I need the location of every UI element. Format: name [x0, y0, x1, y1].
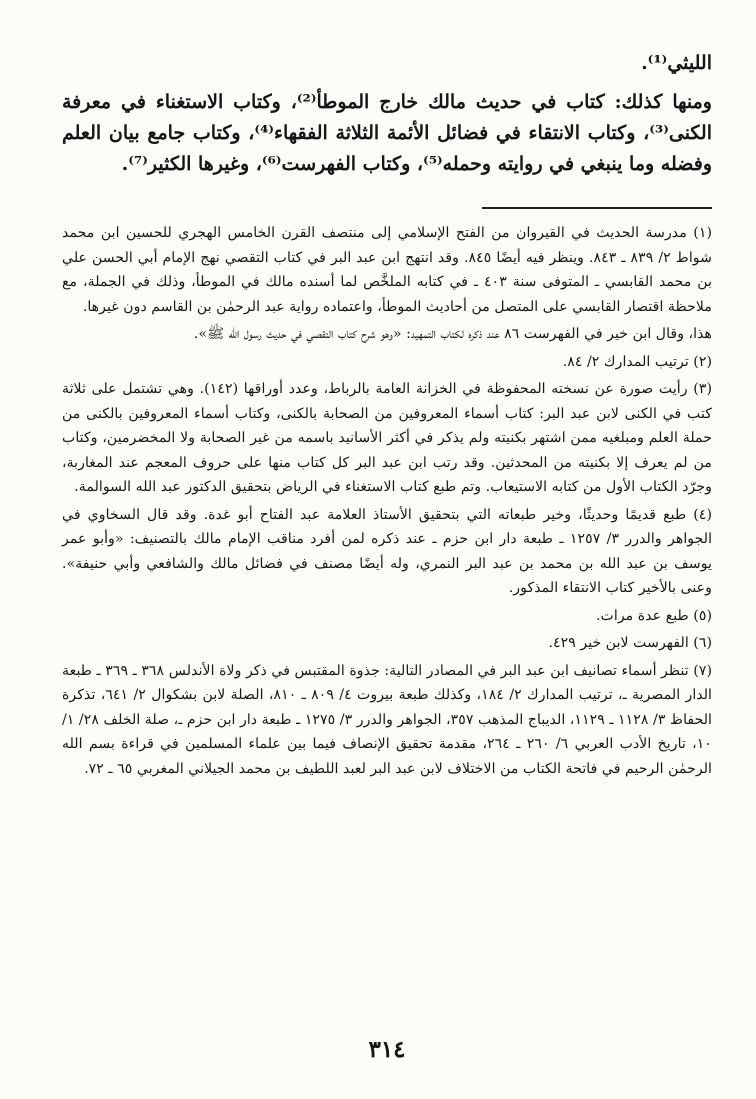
footnote-2: (٢) ترتيب المدارك ٢/ ٨٤. [562, 353, 712, 370]
footnotes [62, 221, 712, 784]
footnote-separator [482, 207, 712, 209]
footnote-4: (٤) طبع قديمًا وحديثًا، وخير طبعاته التي بتحقيق الأستاذ العلامة عبد الفتاح أبو غدة. وقد قال السخاوي في الجواهر والدرر ٣/ ١٢٥٧ ـ طبعة دار ابن حزم ـ عند ذكره لمن أفرد مناقب الإمام مالك بالتصنيف: «وأبو عمر يوسف بن عبد الله بن محمد بن عبد البر النمري، وله أيضًا مصنف في فضائل مالك والشافعي وأبي حنيفة». وعنى بالأخير كتاب الانتقاء المذكور. [62, 506, 713, 596]
footnote-1: (١) مدرسة الحديث في القيروان من الفتح الإسلامي إلى منتصف القرن الخامس الهجري للحسين ابن محمد شواط ٢/ ٨٣٩ ـ ٨٤٣. وينظر فيه أيضًا ٨٤٥. وقد انتهج ابن عبد البر في كتاب التقصي نهج الإمام أبي الحسن علي بن محمد القابسي ـ المتوفى سنة ٤٠٣ ـ في كتابه الملخَّص لما أسنده مالك في الموطأ، وذلك في الجملة، مع ملاحظة اقتصار القابسي على المتصل من أحاديث الموطأ، واعتماده رواية عبد الرحمٰن بن القاسم دون غيرها. [62, 225, 712, 315]
page-number: ٣١٤ [368, 1036, 406, 1063]
footnote-7: (٧) تنظر أسماء تصانيف ابن عبد البر في المصادر التالية: جذوة المقتبس في ذكر ولاة الأندلس ٣٦٨ ـ ٣٦٩ ـ طبعة الدار المصرية ـ، ترتيب المدارك ٢/ ١٨٤، وكذلك طبعة بيروت ٤/ ٨٠٩ ـ ٨١٠، الصلة لابن بشكوال ٢/ ٦٤١، تذكرة الحفاظ ٣/ ١١٢٨ ـ ١١٢٩، الديباج المذهب ٣٥٧، الجواهر والدرر ٣/ ١٢٧٥ ـ طبعة دار ابن حزم ـ، صلة الخلف ٢٨/ ١/ ١٠، تاريخ الأدب العربي ٦/ ٢٦٠ ـ ٢٦٤، مقدمة تحقيق الإنصاف فيما بين علماء المسلمين في قراءة بسم الله الرحمٰن الرحيم في فاتحة الكتاب من الاختلاف لابن عبد البر لعبد اللطيف بن محمد الجيلاني المغربي ٦٥ ـ ٧٢. [62, 662, 712, 777]
footnote-6: (٦) الفهرست لابن خير ٤٢٩. [548, 635, 712, 651]
footnote-3: (٣) رأيت صورة عن نسخته المحفوظة في الخزانة العامة بالرباط، وعدد أوراقها (١٤٢). وهي تشتمل على ثلاثة كتب في الكنى لابن عبد البر: كتاب أسماء المعروفين من الصحابة بالكنى، وكتاب أسماء المعروفين بالكنى من حملة العلم ومبلغيه ممن اشتهر بكنيته ولم يذكر في أكثر الأسانيد باسمه من غير الصحابة ولا المخضرمين، وكتاب من لم يعرف إلا بكنيته من المحدثين. وقد رتب ابن عبد البر كل كتاب منها على حروف المعجم عند المغاربة، وجرّد الكتاب الأول من كتابه الاستيعاب. وتم طبع كتاب الاستغناء في الرياض بتحقيق الدكتور عبد الله السوالمة. [62, 381, 712, 495]
footnote-5: (٥) طبع عدة مرات. [596, 607, 712, 624]
lead-line: الليثي⁽¹⁾. [641, 52, 712, 74]
footnote-1-continued: هذا، وقال ابن خير في الفهرست ٨٦ عند ذكره لكتاب التمهيد: «وهو شرح كتاب التقصي في حديث رسول الله ﷺ». [193, 326, 712, 342]
main-paragraph: ومنها كذلك: كتاب في حديث مالك خارج الموطأ⁽²⁾، وكتاب الاستغناء في معرفة الكنى⁽³⁾، وكتاب الانتقاء في فضائل الأئمة الثلاثة الفقهاء⁽⁴⁾، وكتاب جامع بيان العلم وفضله وما ينبغي في روايته وحمله⁽⁵⁾، وكتاب الفهرست⁽⁶⁾، وغيرها الكثير⁽⁷⁾. [62, 91, 712, 175]
page [62, 0, 712, 1099]
main-text [62, 48, 712, 180]
